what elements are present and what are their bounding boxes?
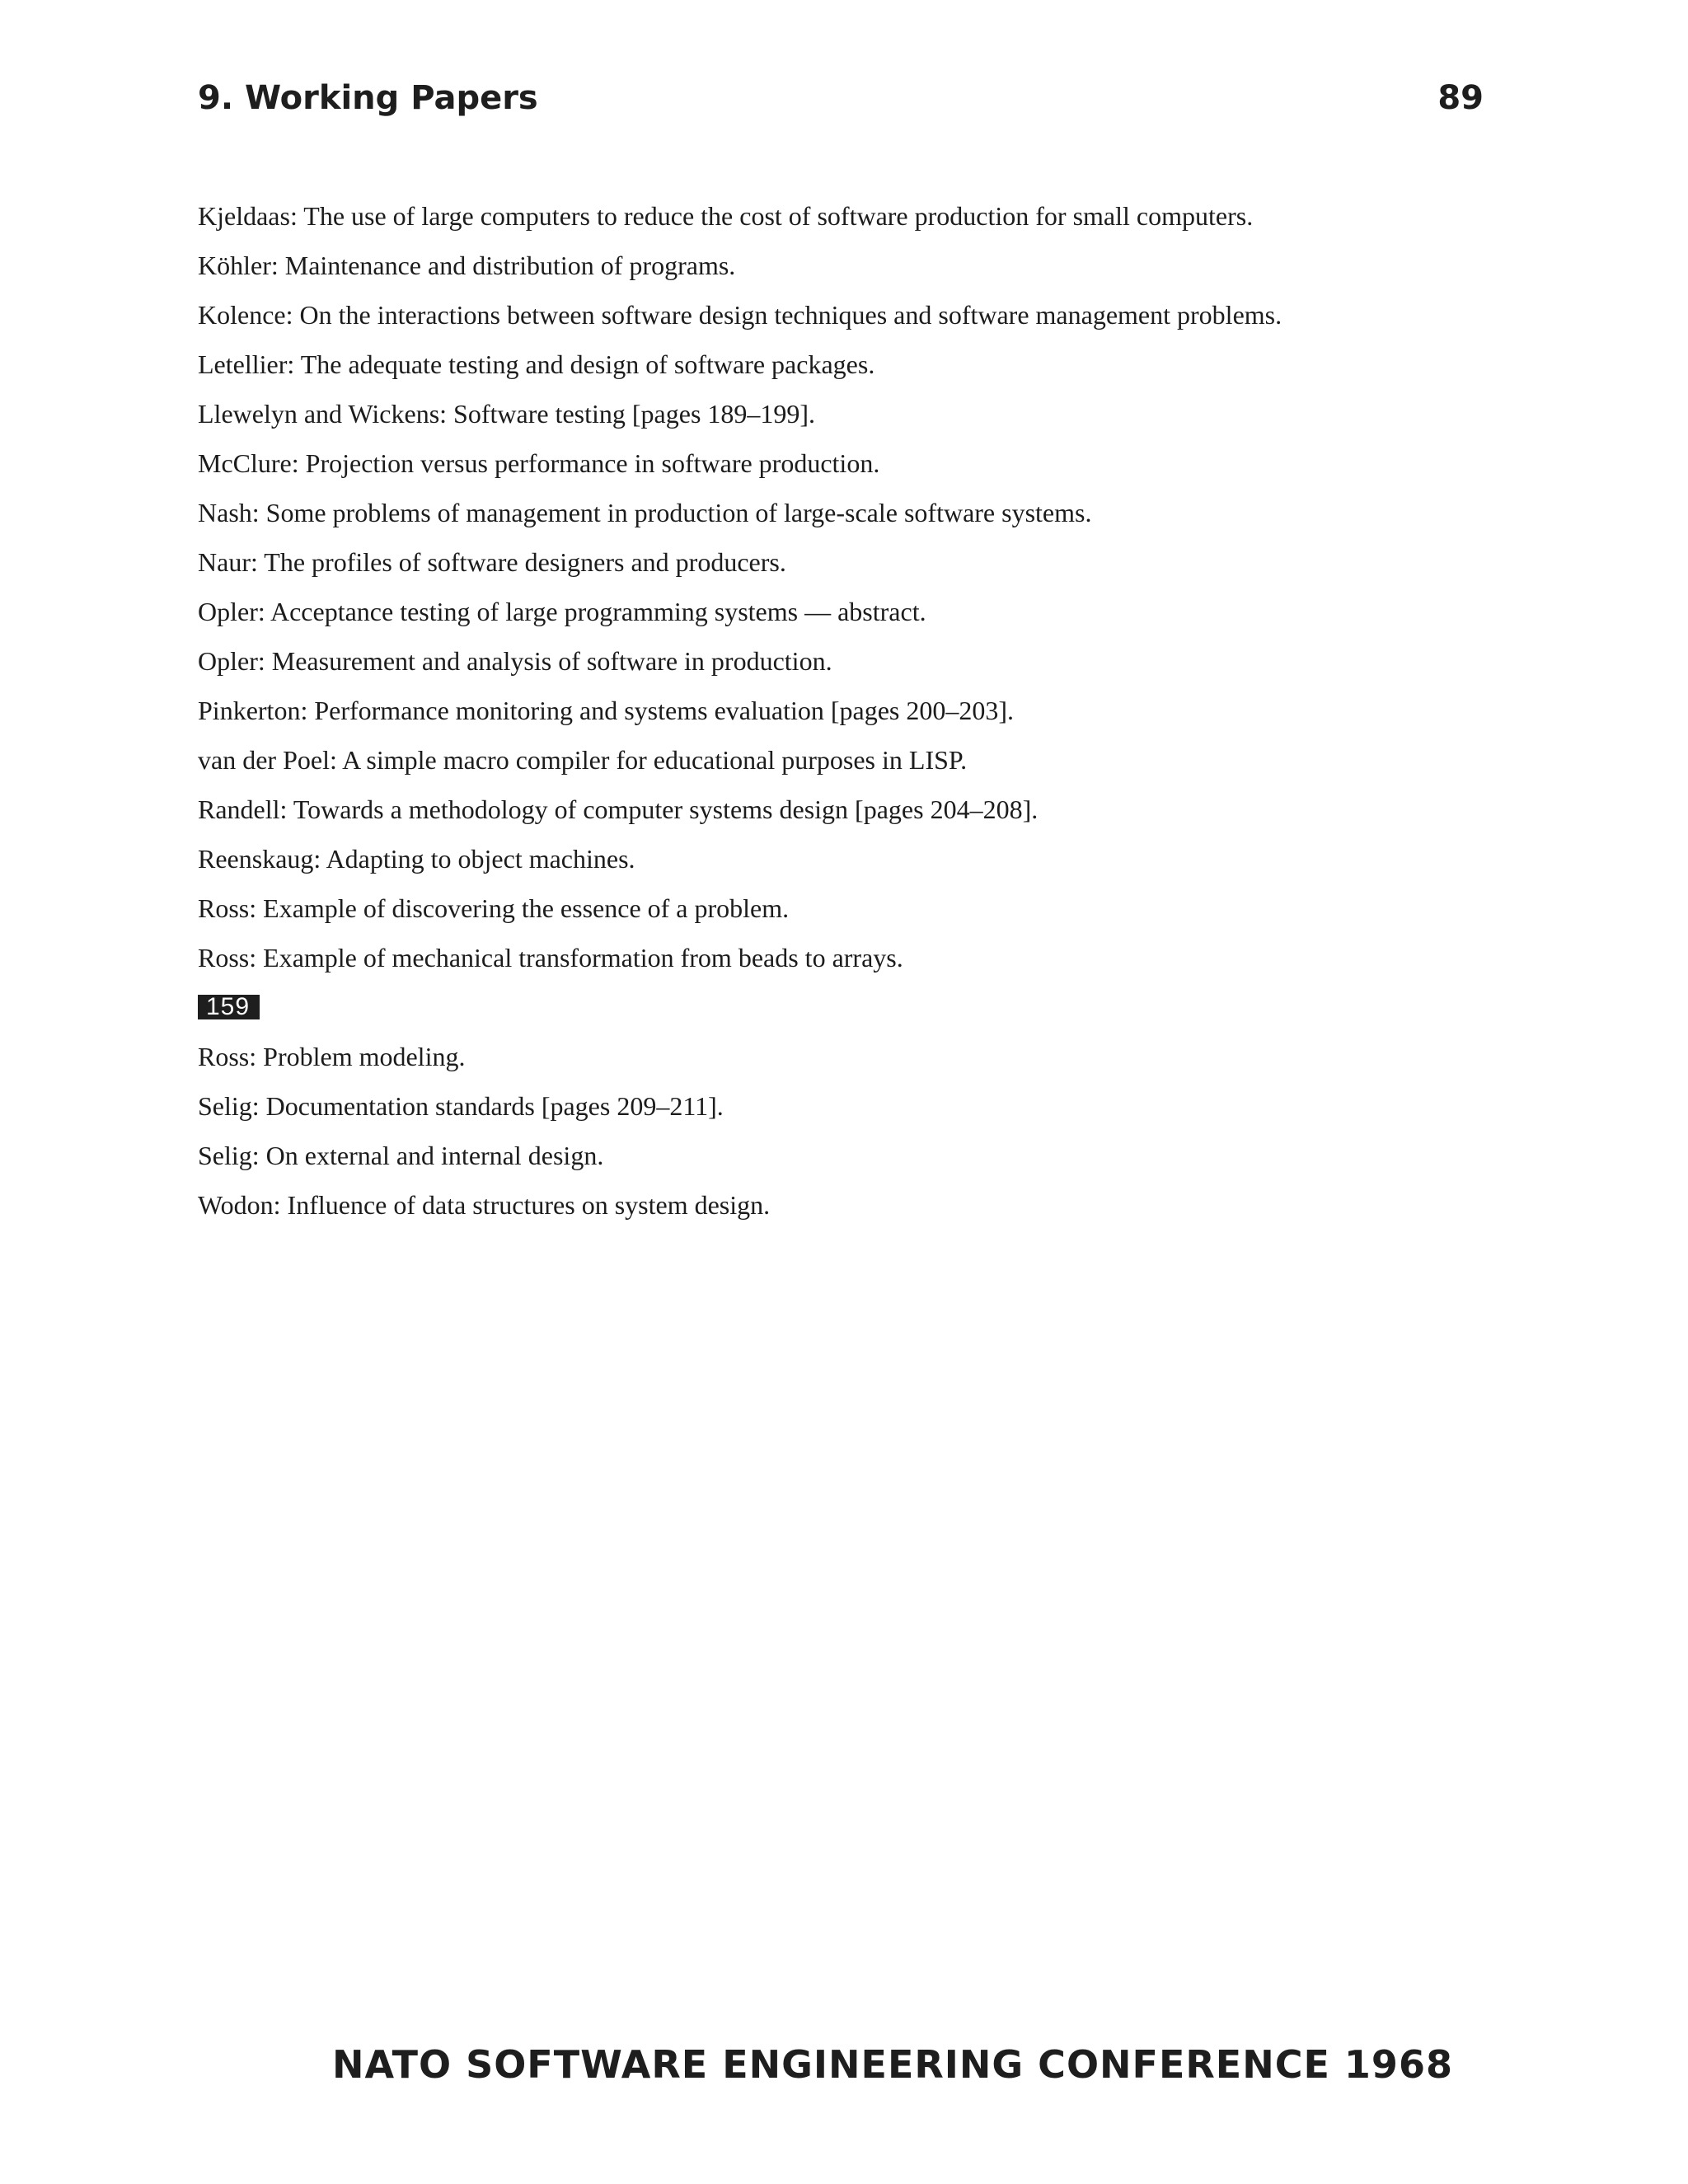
list-item: Llewelyn and Wickens: Software testing [pages 189–199]. (198, 399, 816, 429)
list-item: Ross: Example of discovering the essence of a problem. (198, 893, 790, 923)
working-papers-list (198, 191, 1517, 1230)
list-item: Kjeldaas: The use of large computers to reduce the cost of software production for small computers. (198, 201, 1254, 231)
list-item: Opler: Measurement and analysis of software in production. (198, 646, 832, 676)
list-item: Naur: The profiles of software designers and producers. (198, 547, 786, 577)
list-item: Nash: Some problems of management in production of large-scale software systems. (198, 498, 1092, 527)
page-number: 89 (1437, 79, 1484, 117)
list-item: van der Poel: A simple macro compiler for educational purposes in LISP. (198, 745, 968, 775)
list-item: Letellier: The adequate testing and design of software packages. (198, 349, 875, 379)
section-title: 9. Working Papers (198, 79, 538, 117)
list-item: Ross: Example of mechanical transformation from beads to arrays. (198, 943, 903, 972)
footer-title: NATO SOFTWARE ENGINEERING CONFERENCE 1968 (332, 2042, 1453, 2087)
list-item: Randell: Towards a methodology of computer systems design [pages 204–208]. (198, 794, 1039, 824)
running-head (198, 79, 1484, 117)
list-item: Kolence: On the interactions between software design techniques and software management problems. (198, 300, 1282, 330)
list-item: Wodon: Influence of data structures on system design. (198, 1190, 771, 1220)
list-item: Pinkerton: Performance monitoring and systems evaluation [pages 200–203]. (198, 696, 1015, 725)
list-item: Selig: On external and internal design. (198, 1141, 604, 1170)
list-item: Ross: Problem modeling. (198, 1042, 466, 1071)
list-item: Köhler: Maintenance and distribution of programs. (198, 251, 736, 280)
original-page-marker: 159 (198, 995, 260, 1019)
list-item: Selig: Documentation standards [pages 209–211]. (198, 1091, 724, 1121)
list-item: McClure: Projection versus performance in software production. (198, 448, 880, 478)
list-item: Opler: Acceptance testing of large programming systems — abstract. (198, 597, 926, 626)
list-item: Reenskaug: Adapting to object machines. (198, 844, 635, 874)
original-page-marker-row (198, 982, 1517, 1032)
